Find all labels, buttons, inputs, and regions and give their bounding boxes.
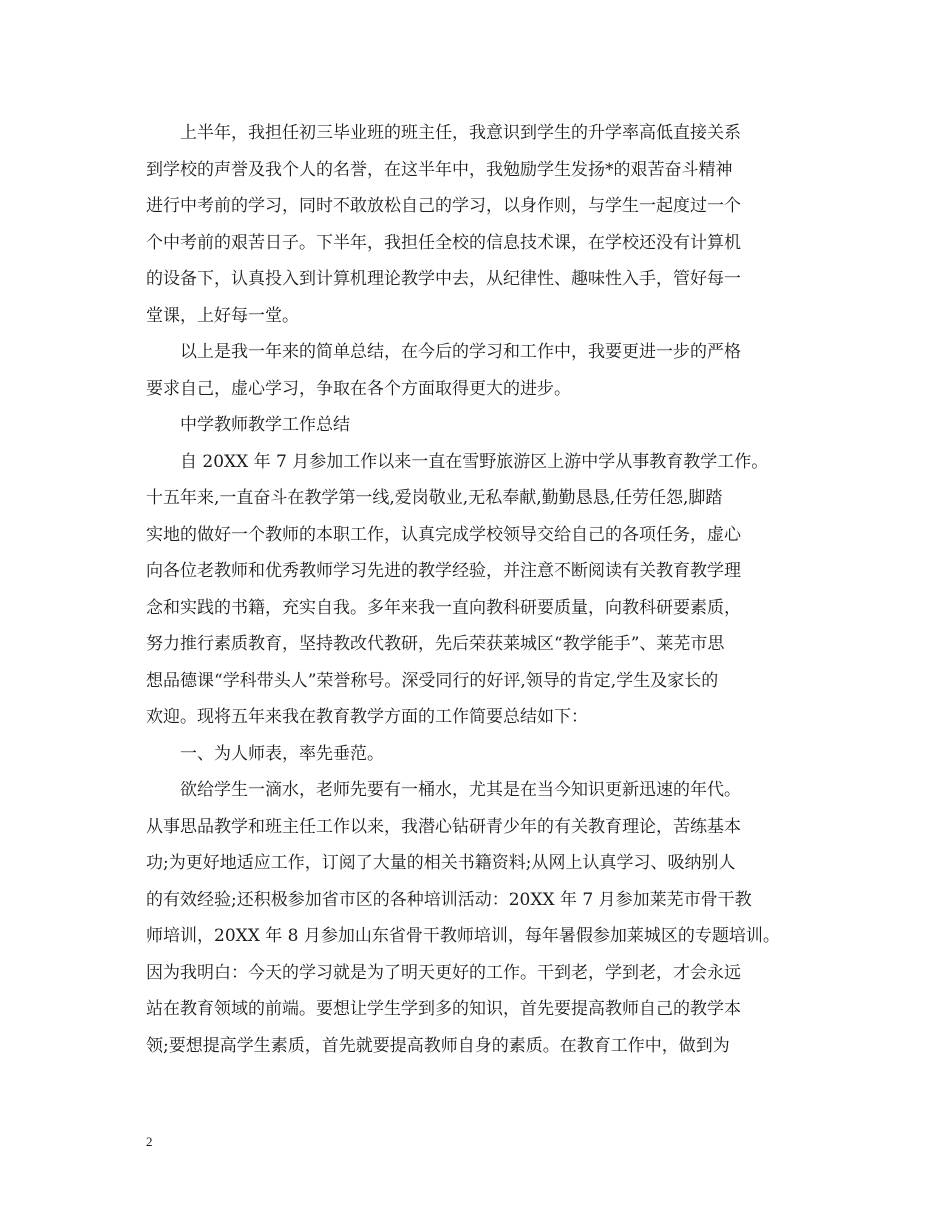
text-line: 中学教师教学工作总结: [180, 415, 350, 435]
text-line: 欲给学生一滴水，老师先要有一桶水，尤其是在当今知识更新迅速的年代。: [180, 780, 741, 800]
text-line: 师培训，20XX 年 8 月参加山东省骨干教师培训，每年暑假参加莱城区的专题培训。: [146, 926, 780, 946]
text-line: 领;要想提高学生素质，首先就要提高教师自身的素质。在教育工作中，做到为: [146, 1035, 730, 1056]
text-line: 向各位老教师和优秀教师学习先进的教学经验，并注意不断阅读有关教育教学理: [146, 561, 741, 581]
text-line: 个中考前的艰苦日子。下半年，我担任全校的信息技术课，在学校还没有计算机: [146, 232, 741, 253]
text-line: 站在教育领域的前端。要想让学生学到多的知识，首先要提高教师自己的教学本: [146, 999, 741, 1019]
document-body: [146, 115, 816, 1064]
text-line: 到学校的声誉及我个人的名誉，在这半年中，我勉励学生发扬*的艰苦奋斗精神: [146, 159, 733, 180]
text-line: 实地的做好一个教师的本职工作，认真完成学校领导交给自己的各项任务，虚心: [146, 524, 741, 545]
text-line: 十五年来,一直奋斗在教学第一线,爱岗敬业,无私奉献,勤勤恳恳,任劳任怨,脚踏: [146, 488, 723, 508]
text-line: 自 20XX 年 7 月参加工作以来一直在雪野旅游区上游中学从事教育教学工作。: [180, 451, 769, 472]
page-number: 2: [146, 1134, 153, 1149]
text-line: 以上是我一年来的简单总结，在今后的学习和工作中，我要更进一步的严格: [180, 342, 741, 362]
text-line: 想品德课“学科带头人”荣誉称号。深受同行的好评,领导的肯定,学生及家长的: [146, 670, 719, 691]
text-line: 堂课，上好每一堂。: [146, 305, 299, 326]
text-line: 进行中考前的学习，同时不敢放松自己的学习，以身作则，与学生一起度过一个: [146, 196, 741, 216]
text-line: 要求自己，虚心学习，争取在各个方面取得更大的进步。: [146, 378, 571, 399]
text-line: 从事思品教学和班主任工作以来，我潜心钻研青少年的有关教育理论，苦练基本: [146, 816, 741, 837]
text-line: 因为我明白：今天的学习就是为了明天更好的工作。干到老，学到老，才会永远: [146, 962, 741, 983]
text-line: 欢迎。现将五年来我在教育教学方面的工作简要总结如下：: [146, 707, 588, 727]
text-line: 功;为更好地适应工作，订阅了大量的相关书籍资料;从网上认真学习、吸纳别人: [146, 853, 736, 873]
text-line: 一、为人师表，率先垂范。: [180, 743, 384, 764]
text-line: 上半年，我担任初三毕业班的班主任，我意识到学生的升学率高低直接关系: [180, 123, 741, 143]
text-line: 的设备下，认真投入到计算机理论教学中去，从纪律性、趣味性入手，管好每一: [146, 269, 741, 289]
text-line: 的有效经验;还积极参加省市区的各种培训活动：20XX 年 7 月参加莱芜市骨干教: [146, 889, 752, 910]
text-line: 念和实践的书籍，充实自我。多年来我一直向教科研要质量，向教科研要素质，: [146, 597, 741, 618]
text-line: 努力推行素质教育，坚持教改代教研，先后荣获莱城区“教学能手”、莱芜市思: [146, 634, 725, 654]
